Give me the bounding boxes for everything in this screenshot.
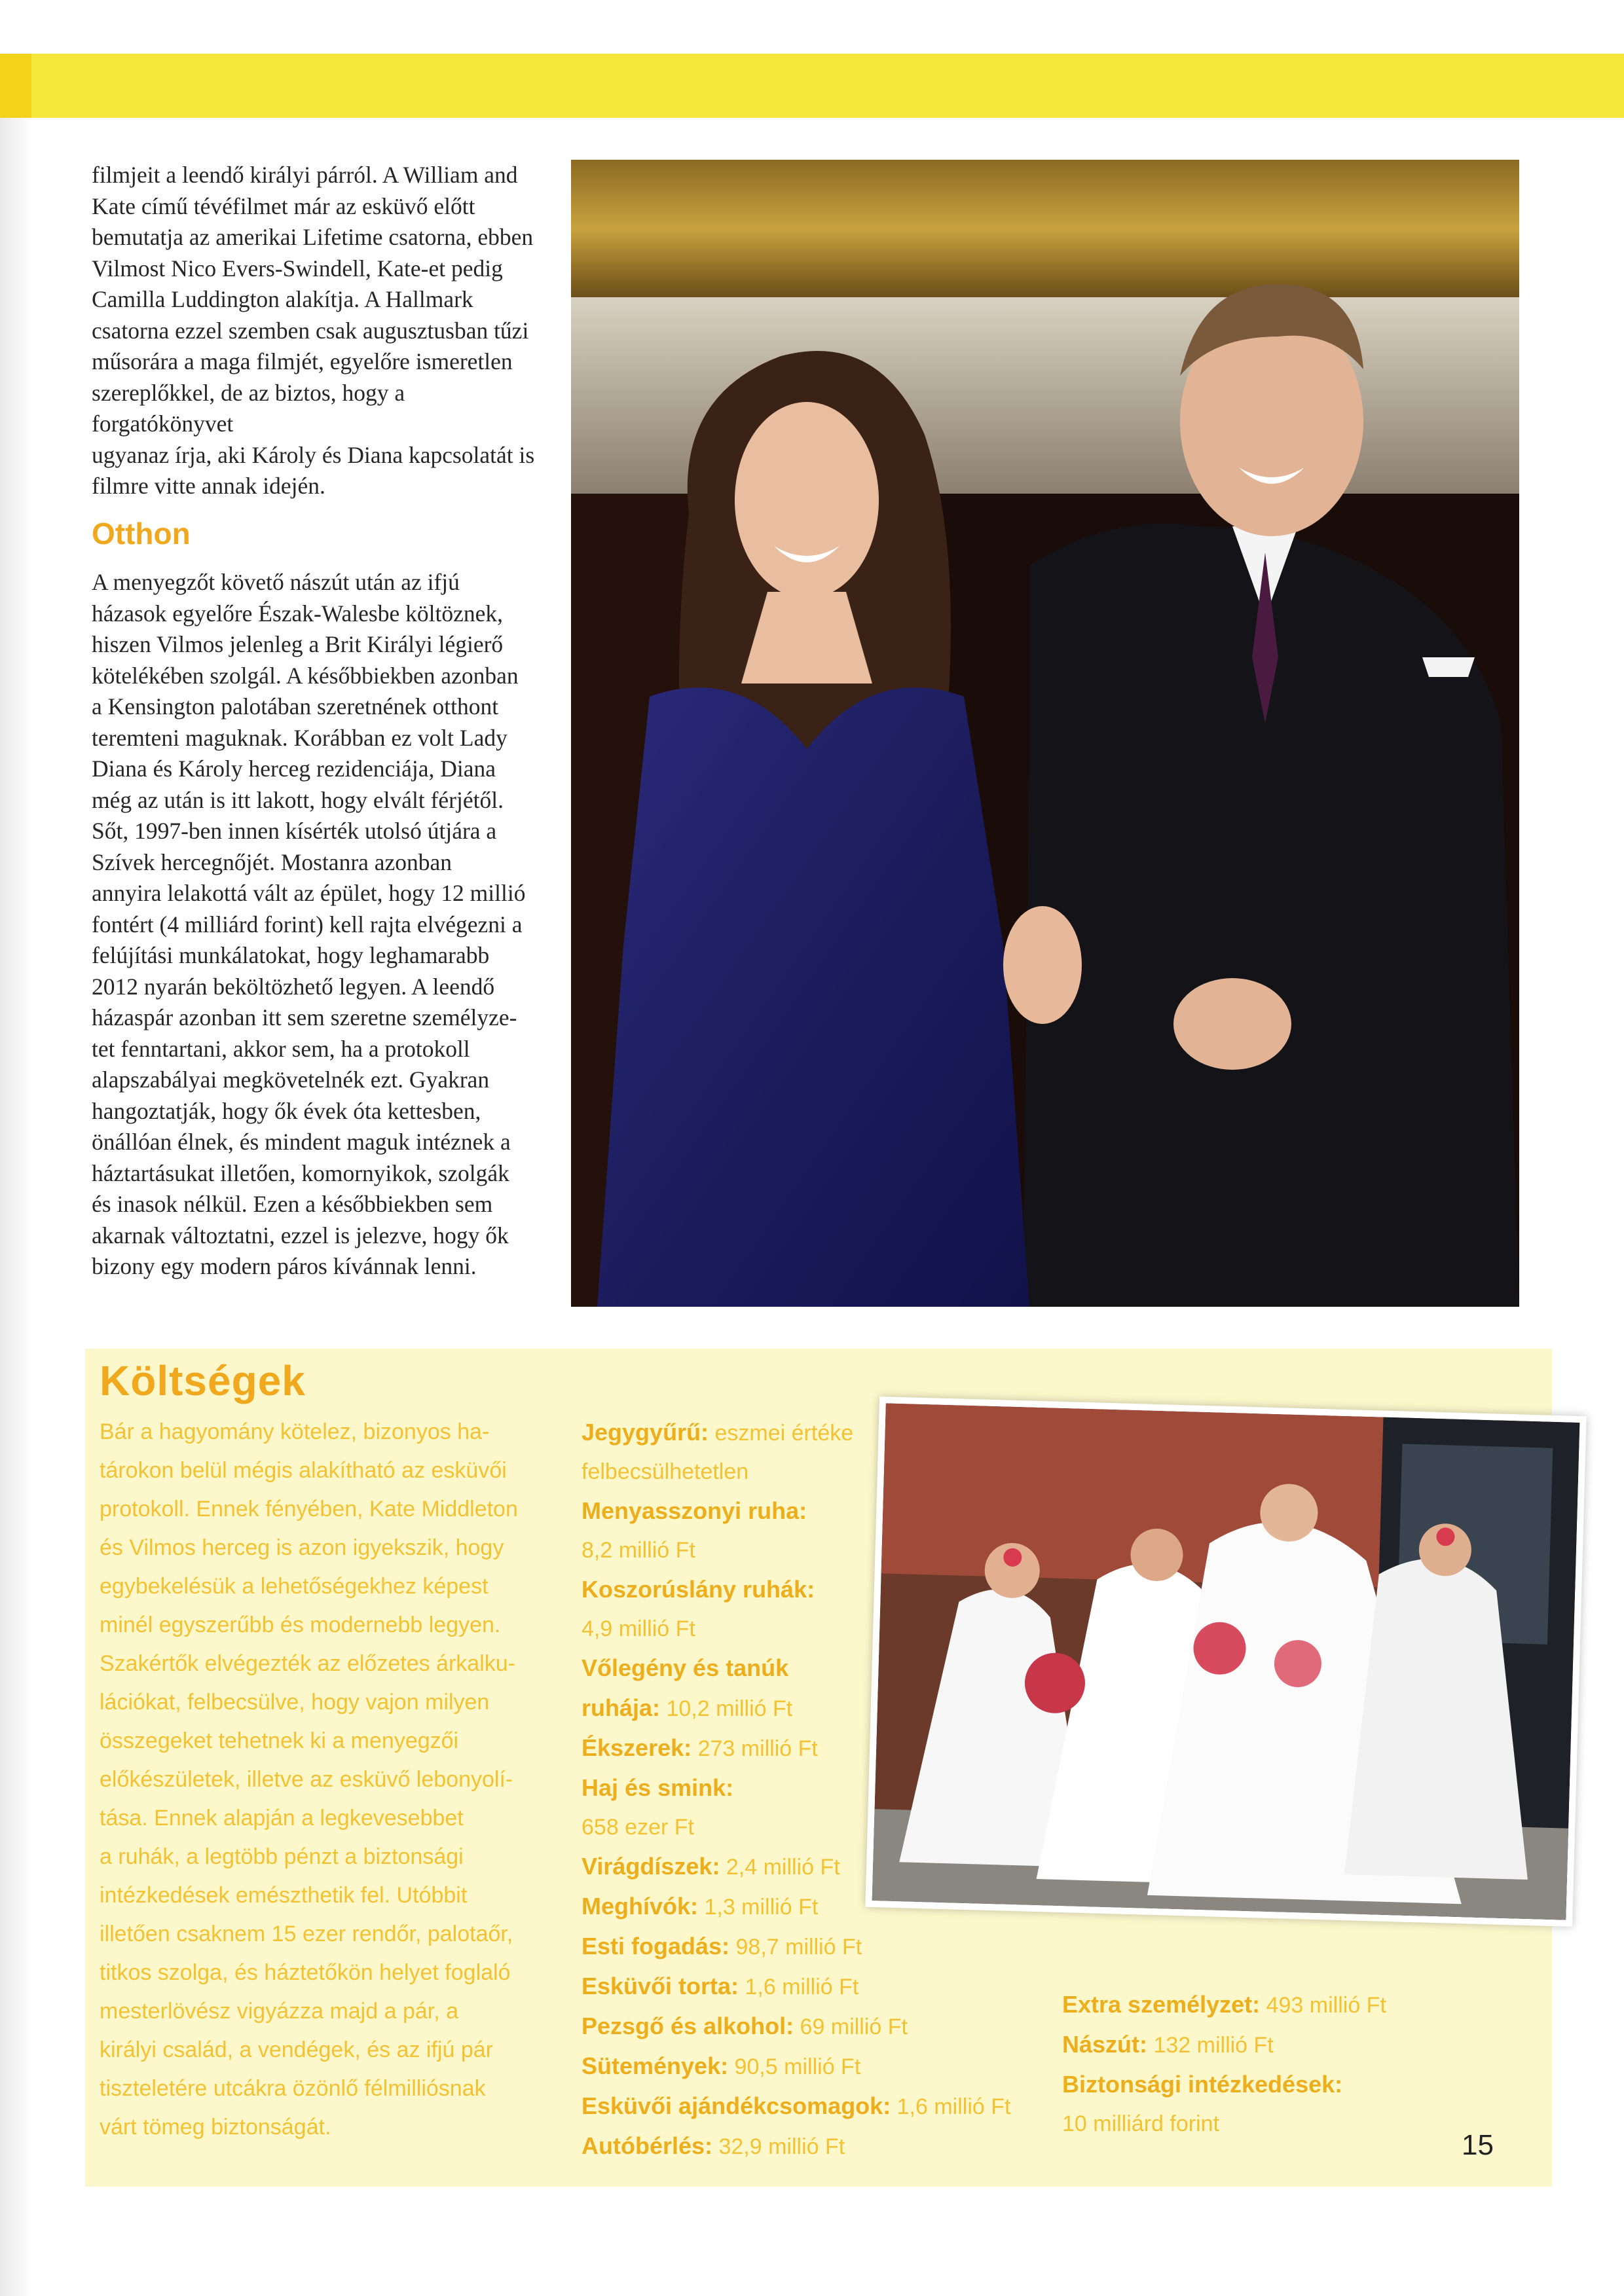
text-line: csatorna ezzel szemben csak augusztusban tűzi	[92, 317, 529, 344]
cost-value: 1,6 millió Ft	[745, 1975, 859, 1999]
text-line: és Vilmos herceg is azon igyekszik, hogy	[100, 1535, 504, 1560]
text-line: Diana és Károly herceg rezidenciája, Diana	[92, 756, 496, 782]
text-line: felújítási munkálatokat, hogy leghamarabb	[92, 942, 490, 968]
cost-label: Sütemények:	[581, 2052, 729, 2079]
otthon-paragraph	[92, 567, 550, 1283]
cost-label: Virágdíszek:	[581, 1853, 720, 1880]
cost-value: 2,4 millió Ft	[726, 1855, 840, 1880]
text-line: a Kensington palotában szeretnének otthont	[92, 693, 499, 720]
cost-value: 1,3 millió Ft	[704, 1895, 819, 1920]
text-line: mesterlövész vigyázza majd a pár, a	[100, 1999, 459, 2024]
intro-paragraph	[92, 160, 550, 502]
text-line: Camilla Luddington alakítja. A Hallmark	[92, 286, 473, 312]
text-line: bizony egy modern páros kívánnak lenni.	[92, 1253, 477, 1279]
cost-item	[581, 1967, 1079, 2007]
cost-item	[581, 2007, 1079, 2047]
cost-label: Extra személyzet:	[1062, 1991, 1261, 2018]
cost-label: Koszorúslány ruhák:	[581, 1576, 815, 1603]
cost-item	[1062, 2105, 1494, 2143]
text-line: teremteni maguknak. Korábban ez volt Lady	[92, 724, 507, 751]
cost-label: Menyasszonyi ruha:	[581, 1497, 807, 1524]
text-line: összegeket tehetnek ki a menyegzői	[100, 1728, 459, 1753]
text-line: műsorára a maga filmjét, egyelőre ismeretlen	[92, 348, 513, 374]
cost-label: Esküvői ajándékcsomagok:	[581, 2092, 891, 2119]
cost-value: 1,6 millió Ft	[896, 2094, 1011, 2119]
text-line: bemutatja az amerikai Lifetime csatorna, ebben	[92, 224, 534, 250]
cost-value: 90,5 millió Ft	[734, 2054, 861, 2079]
cost-item	[1062, 2025, 1494, 2065]
text-line: Szívek hercegnőjét. Mostanra azonban	[92, 848, 452, 875]
cost-value: 273 millió Ft	[697, 1736, 818, 1761]
text-line: királyi család, a vendégek, és az ifjú pár	[100, 2037, 493, 2062]
text-line: hiszen Vilmos jelenleg a Brit Királyi légierő	[92, 631, 504, 657]
text-line: Szakértők elvégezték az előzetes árkalku-	[100, 1651, 515, 1676]
koltsegek-paragraph	[100, 1413, 558, 2147]
text-line: Sőt, 1997-ben innen kísérték utolsó útjára a	[92, 818, 497, 844]
page-gutter-shadow	[0, 118, 33, 2296]
text-line: a ruhák, a legtöbb pénzt a biztonsági	[100, 1844, 464, 1869]
text-line: kötelékében szolgál. A későbbiekben azonban	[92, 662, 519, 689]
cost-value: 69 millió Ft	[800, 2014, 908, 2039]
text-line: házaspár azonban itt sem szeretne személyze-	[92, 1004, 517, 1030]
text-line: tiszteletére utcákra özönlő félmilliósnak	[100, 2076, 486, 2101]
cost-value: 658 ezer Ft	[581, 1815, 694, 1840]
text-line: ugyanaz írja, aki Károly és Diana kapcsolatát is	[92, 441, 535, 468]
text-line: protokoll. Ennek fényében, Kate Middleton	[100, 1497, 518, 1522]
cost-list-right	[1062, 1985, 1494, 2143]
text-line: fontért (4 milliárd forint) kell rajta elvégezni a	[92, 911, 523, 938]
text-line: alapszabályai megkövetelnék ezt. Gyakran	[92, 1066, 490, 1093]
text-line: egybekelésük a lehetőségekhez képest	[100, 1574, 489, 1599]
text-line: Vilmost Nico Evers-Swindell, Kate-et pedig	[92, 255, 503, 282]
text-line: tárokon belül mégis alakítható az esküvői	[100, 1458, 507, 1483]
text-line: előkészületek, illetve az esküvő lebonyolí-	[100, 1767, 513, 1792]
text-line: 2012 nyarán beköltözhető legyen. A leendő	[92, 973, 495, 1000]
cost-item	[581, 2086, 1079, 2126]
koltsegek-heading: Költségek	[100, 1357, 306, 1404]
cost-label: Haj és smink:	[581, 1774, 734, 1801]
text-line: titkos szolga, és háztetőkön helyet foglaló	[100, 1960, 511, 1985]
cost-label: Biztonsági intézkedések:	[1062, 2071, 1343, 2098]
text-line: tása. Ennek alapján a legkevesebbet	[100, 1806, 464, 1831]
cost-value: 10 milliárd forint	[1062, 2111, 1219, 2136]
cost-label: ruhája:	[581, 1694, 661, 1721]
text-line: háztartásukat illetően, komornyikok, szolgák	[92, 1159, 509, 1186]
header-color-bar-edge	[0, 54, 31, 118]
cost-value: eszmei értéke	[714, 1421, 854, 1446]
page-number: 15	[1462, 2129, 1494, 2161]
text-line: Kate című tévéfilmet már az esküvő előtt	[92, 192, 475, 219]
cost-value: 493 millió Ft	[1266, 1993, 1386, 2018]
cost-value: 10,2 millió Ft	[666, 1696, 793, 1721]
text-line: tet fenntartani, akkor sem, ha a protokoll	[92, 1035, 470, 1062]
cost-item	[1062, 2065, 1494, 2105]
text-line: annyira lelakottá vált az épület, hogy 12 millió	[92, 880, 526, 906]
text-line: akarnak változtatni, ezzel is jelezve, hogy ők	[92, 1222, 509, 1248]
couple-photo	[571, 160, 1519, 1307]
cost-item	[581, 1927, 1079, 1967]
cost-label: Meghívók:	[581, 1893, 699, 1920]
cost-item	[1062, 1985, 1494, 2025]
cost-value: 132 millió Ft	[1153, 2033, 1274, 2058]
text-line: A menyegzőt követő nászút után az ifjú	[92, 569, 460, 595]
cost-value: 32,9 millió Ft	[718, 2134, 845, 2159]
cost-label: Nászút:	[1062, 2031, 1148, 2058]
text-line: önállóan élnek, és mindent maguk intéznek a	[92, 1129, 511, 1155]
couple-photo-illustration	[571, 160, 1519, 1307]
text-line: filmjeit a leendő királyi párról. A William and	[92, 162, 518, 188]
cost-value: felbecsülhetetlen	[581, 1459, 749, 1484]
text-line: szereplőkkel, de az biztos, hogy a forgatókönyvet	[92, 379, 405, 437]
cost-label: Pezsgő és alkohol:	[581, 2013, 794, 2039]
cost-value: 8,2 millió Ft	[581, 1538, 695, 1563]
cost-item	[581, 2126, 1079, 2166]
text-line: és inasok nélkül. Ezen a későbbiekben sem	[92, 1191, 493, 1217]
text-line: Bár a hagyomány kötelez, bizonyos ha-	[100, 1419, 490, 1444]
cost-label: Jegygyűrű:	[581, 1419, 709, 1446]
text-line: hangoztatják, hogy ők évek óta kettesben,	[92, 1097, 481, 1124]
cost-label: Esküvői torta:	[581, 1973, 739, 1999]
text-line: intézkedések emészthetik fel. Utóbbit	[100, 1883, 468, 1908]
cost-label: Ékszerek:	[581, 1734, 692, 1761]
text-line: még az után is itt lakott, hogy elvált férjétől.	[92, 786, 504, 813]
cost-item	[581, 2047, 1079, 2086]
text-line: filmre vitte annak idején.	[92, 473, 325, 499]
text-line: illetően csaknem 15 ezer rendőr, palotaőr,	[100, 1922, 513, 1946]
header-color-bar	[0, 54, 1624, 118]
text-line: házasok egyelőre Észak-Walesbe költöznek,	[92, 600, 503, 627]
wedding-photo	[865, 1396, 1586, 1927]
otthon-heading: Otthon	[92, 517, 191, 551]
text-line: várt tömeg biztonságát.	[100, 2115, 331, 2140]
cost-value: 4,9 millió Ft	[581, 1616, 695, 1641]
cost-value: 98,7 millió Ft	[735, 1935, 862, 1959]
cost-label: Esti fogadás:	[581, 1933, 730, 1959]
text-line: minél egyszerűbb és modernebb legyen.	[100, 1613, 501, 1637]
wedding-photo-illustration	[872, 1403, 1580, 1920]
cost-label: Autóbérlés:	[581, 2132, 713, 2159]
cost-label: Vőlegény és tanúk	[581, 1654, 789, 1681]
text-line: lációkat, felbecsülve, hogy vajon milyen	[100, 1690, 490, 1715]
